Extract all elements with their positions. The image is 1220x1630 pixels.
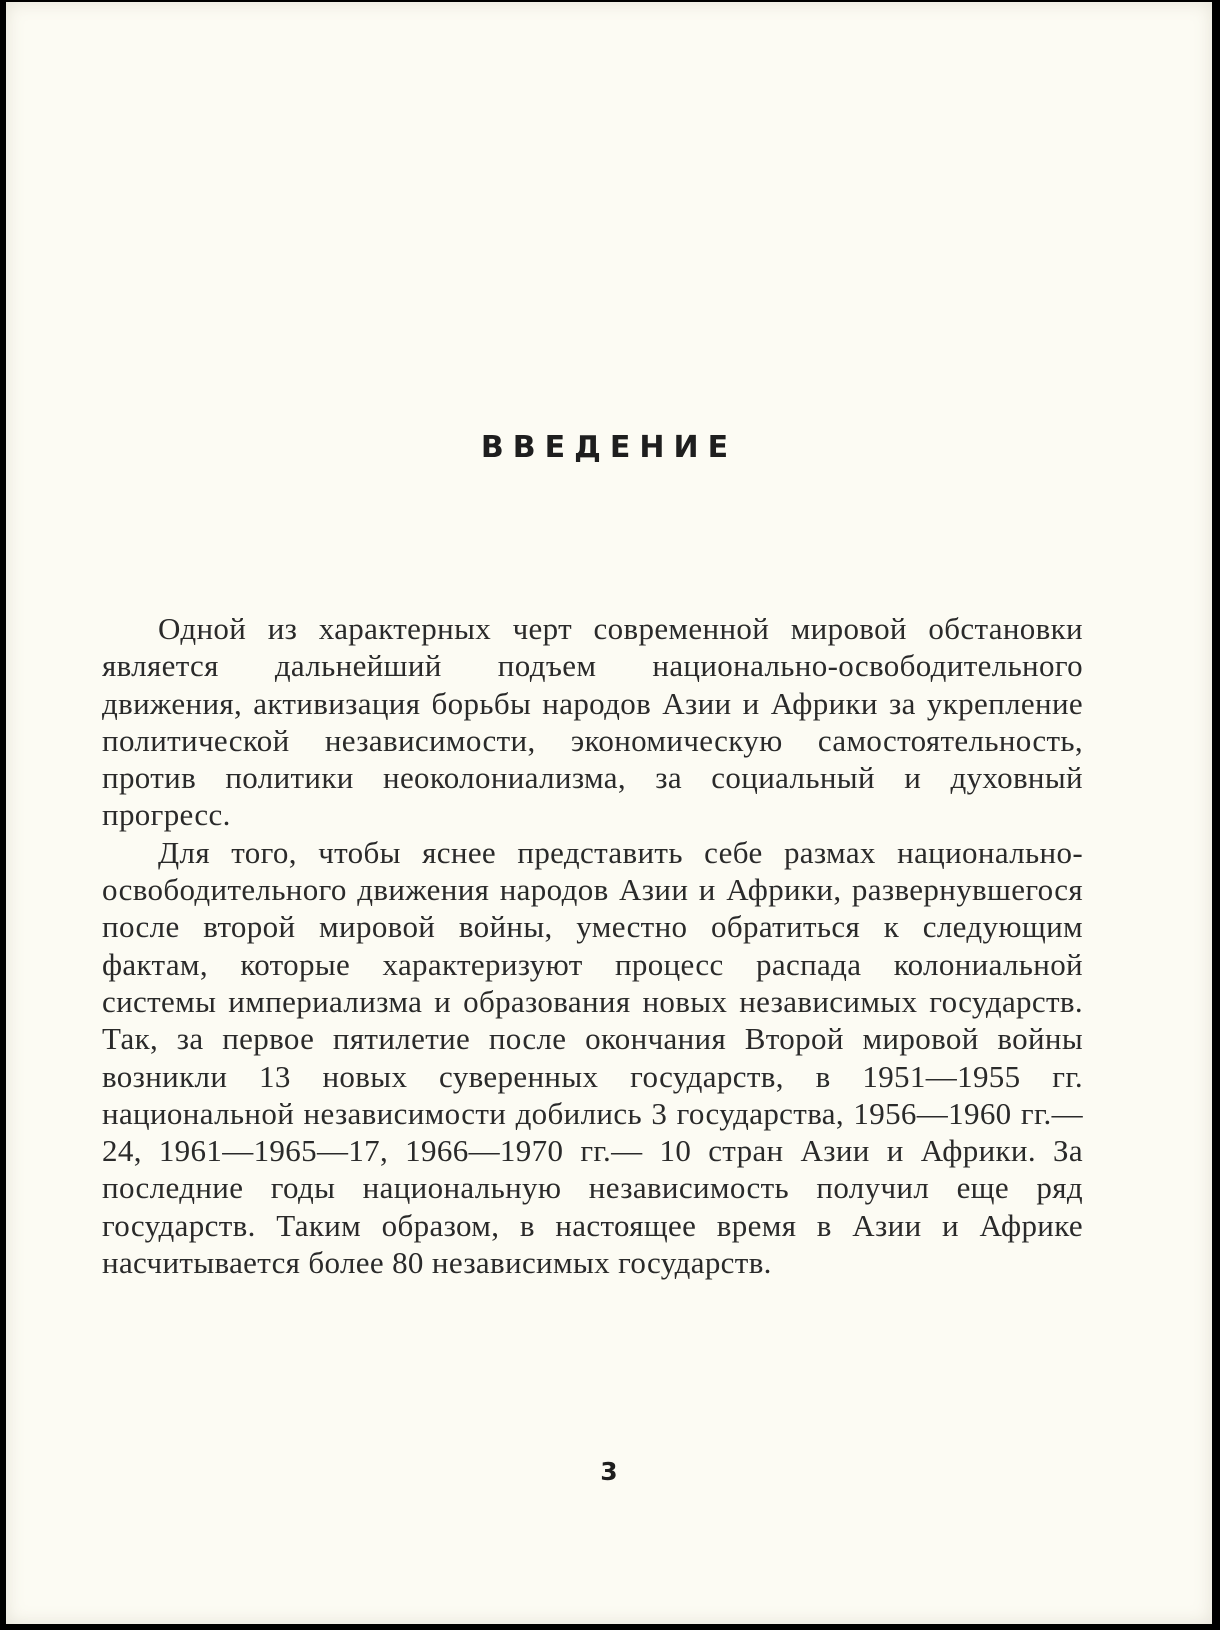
page-number: 3 bbox=[600, 1457, 618, 1486]
paragraph-1: Одной из характерных черт современной мировой обстановки является дальнейший подъем национально-освободительного движения, активизация борьбы народов Азии и Африки за укрепление политической независимости, экономическую самостоятельность, против политики неоколониализма, за социальный и духовный прогресс. bbox=[102, 611, 1083, 833]
book-page bbox=[6, 2, 1212, 1624]
chapter-heading: ВВЕДЕНИЕ bbox=[480, 430, 738, 465]
paragraph-2: Для того, чтобы яснее представить себе размах национально-освободительного движения народов Азии и Африки, развернувшегося после второй мировой войны, уместно обратиться к следующим фактам, которые характеризуют процесс распада колониальной системы империализма и образования новых независимых государств. Так, за первое пятилетие после окончания Второй мировой войны возникли 13 новых суверенных государств, в 1951—1955 гг. национальной независимости добились 3 государства, 1956—1960 гг.— 24, 1961—1965—17, 1966—1970 гг.— 10 стран Азии и Африки. За последние годы национальную независимость получил еще ряд государств. Таким образом, в настоящее время в Азии и Африке насчитывается более 80 независимых государств. bbox=[102, 834, 1083, 1281]
body-text bbox=[102, 610, 1083, 1281]
